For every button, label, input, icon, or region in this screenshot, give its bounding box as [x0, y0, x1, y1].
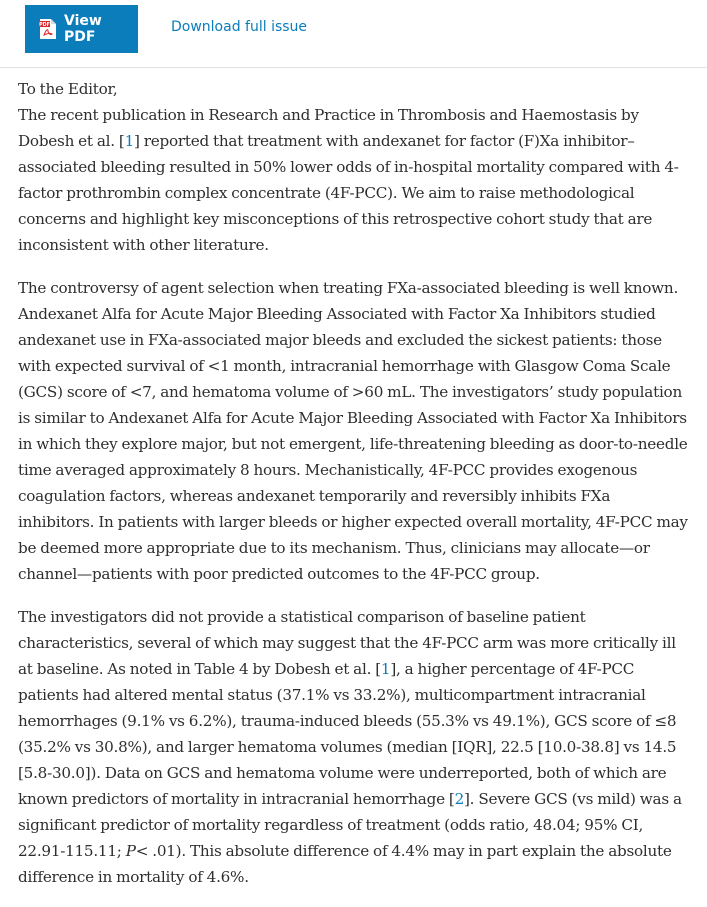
salutation: To the Editor,: [18, 80, 118, 98]
paragraph-3-text-c: ]. Severe GCS (vs mild) was a significant predictor of mortality regardless of treatment (odds ratio, 48.04; 95% CI, 22.91-115.11;: [18, 790, 682, 860]
reference-link-2[interactable]: 2: [454, 790, 464, 808]
paragraph-3-text-d: < .01). This absolute difference of 4.4% may in part explain the absolute difference in mortality of 4.6%.: [18, 842, 672, 886]
p-value-italic: P: [125, 842, 136, 860]
paragraph-1-text-b: ] reported that treatment with andexanet for factor (F)Xa inhibitor–associated bleeding resulted in 50% lower odds of in-hospital mortality compared with 4-factor prothrombin complex concentrate (4F-PCC). We aim to raise methodological concerns and highlight key misconceptions of this retrospective cohort study that are inconsistent with other literature.: [18, 132, 679, 254]
reference-link-1[interactable]: 1: [124, 132, 135, 150]
paragraph-3: [18, 604, 688, 890]
paragraph-1-text-a: The recent publication in Research and Practice in Thrombosis and Haemostasis by Dobesh et al. [: [18, 106, 639, 150]
paragraph-2: The controversy of agent selection when treating FXa-associated bleeding is well known. Andexanet Alfa for Acute Major Bleeding Associated with Factor Xa Inhibitors studied andexanet use in FXa-associated major bleeds and excluded the sickest patients: those with expected survival of <1 month, intracranial hemorrhage with Glasgow Coma Scale (GCS) score of <7, and hematoma volume of >60 mL. The investigators’ study population is similar to Andexanet Alfa for Acute Major Bleeding Associated with Factor Xa Inhibitors in which they explore major, but not emergent, life-threatening bleeding as door-to-needle time averaged approximately 8 hours. Mechanistically, 4F-PCC provides exogenous coagulation factors, whereas andexanet temporarily and reversibly inhibits FXa inhibitors. In patients with larger bleeds or higher expected overall mortality, 4F-PCC may be deemed more appropriate due to its mechanism. Thus, clinicians may allocate—or channel—patients with poor predicted outcomes to the 4F-PCC group.: [18, 279, 688, 583]
paragraph-3-text-a: The investigators did not provide a statistical comparison of baseline patient characteristics, several of which may suggest that the 4F-PCC arm was more critically ill at baseline. As noted in Table 4 by Dobesh et al. [: [18, 608, 676, 678]
article-body: [18, 76, 688, 907]
svg-text:PDF: PDF: [39, 23, 50, 28]
reference-link-1[interactable]: 1: [380, 660, 391, 678]
paragraph-1: [18, 76, 688, 258]
view-pdf-label: View PDF: [64, 13, 102, 45]
view-pdf-button[interactable]: [25, 5, 138, 53]
download-full-issue-link[interactable]: Download full issue: [171, 19, 308, 35]
paragraph-3-text-b: ], a higher percentage of 4F-PCC patients had altered mental status (37.1% vs 33.2%), multicompartment intracranial hemorrhages (9.1% vs 6.2%), trauma-induced bleeds (55.3% vs 49.1%), GCS score of ≤8 (35.2% vs 30.8%), and larger hematoma volumes (median [IQR], 22.5 [10.0-38.8] vs 14.5 [5.8-30.0]). Data on GCS and hematoma volume were underreported, both of which are known predictors of mortality in intracranial hemorrhage [: [18, 660, 677, 808]
article-toolbar: [0, 0, 707, 68]
pdf-file-icon: [39, 18, 57, 40]
